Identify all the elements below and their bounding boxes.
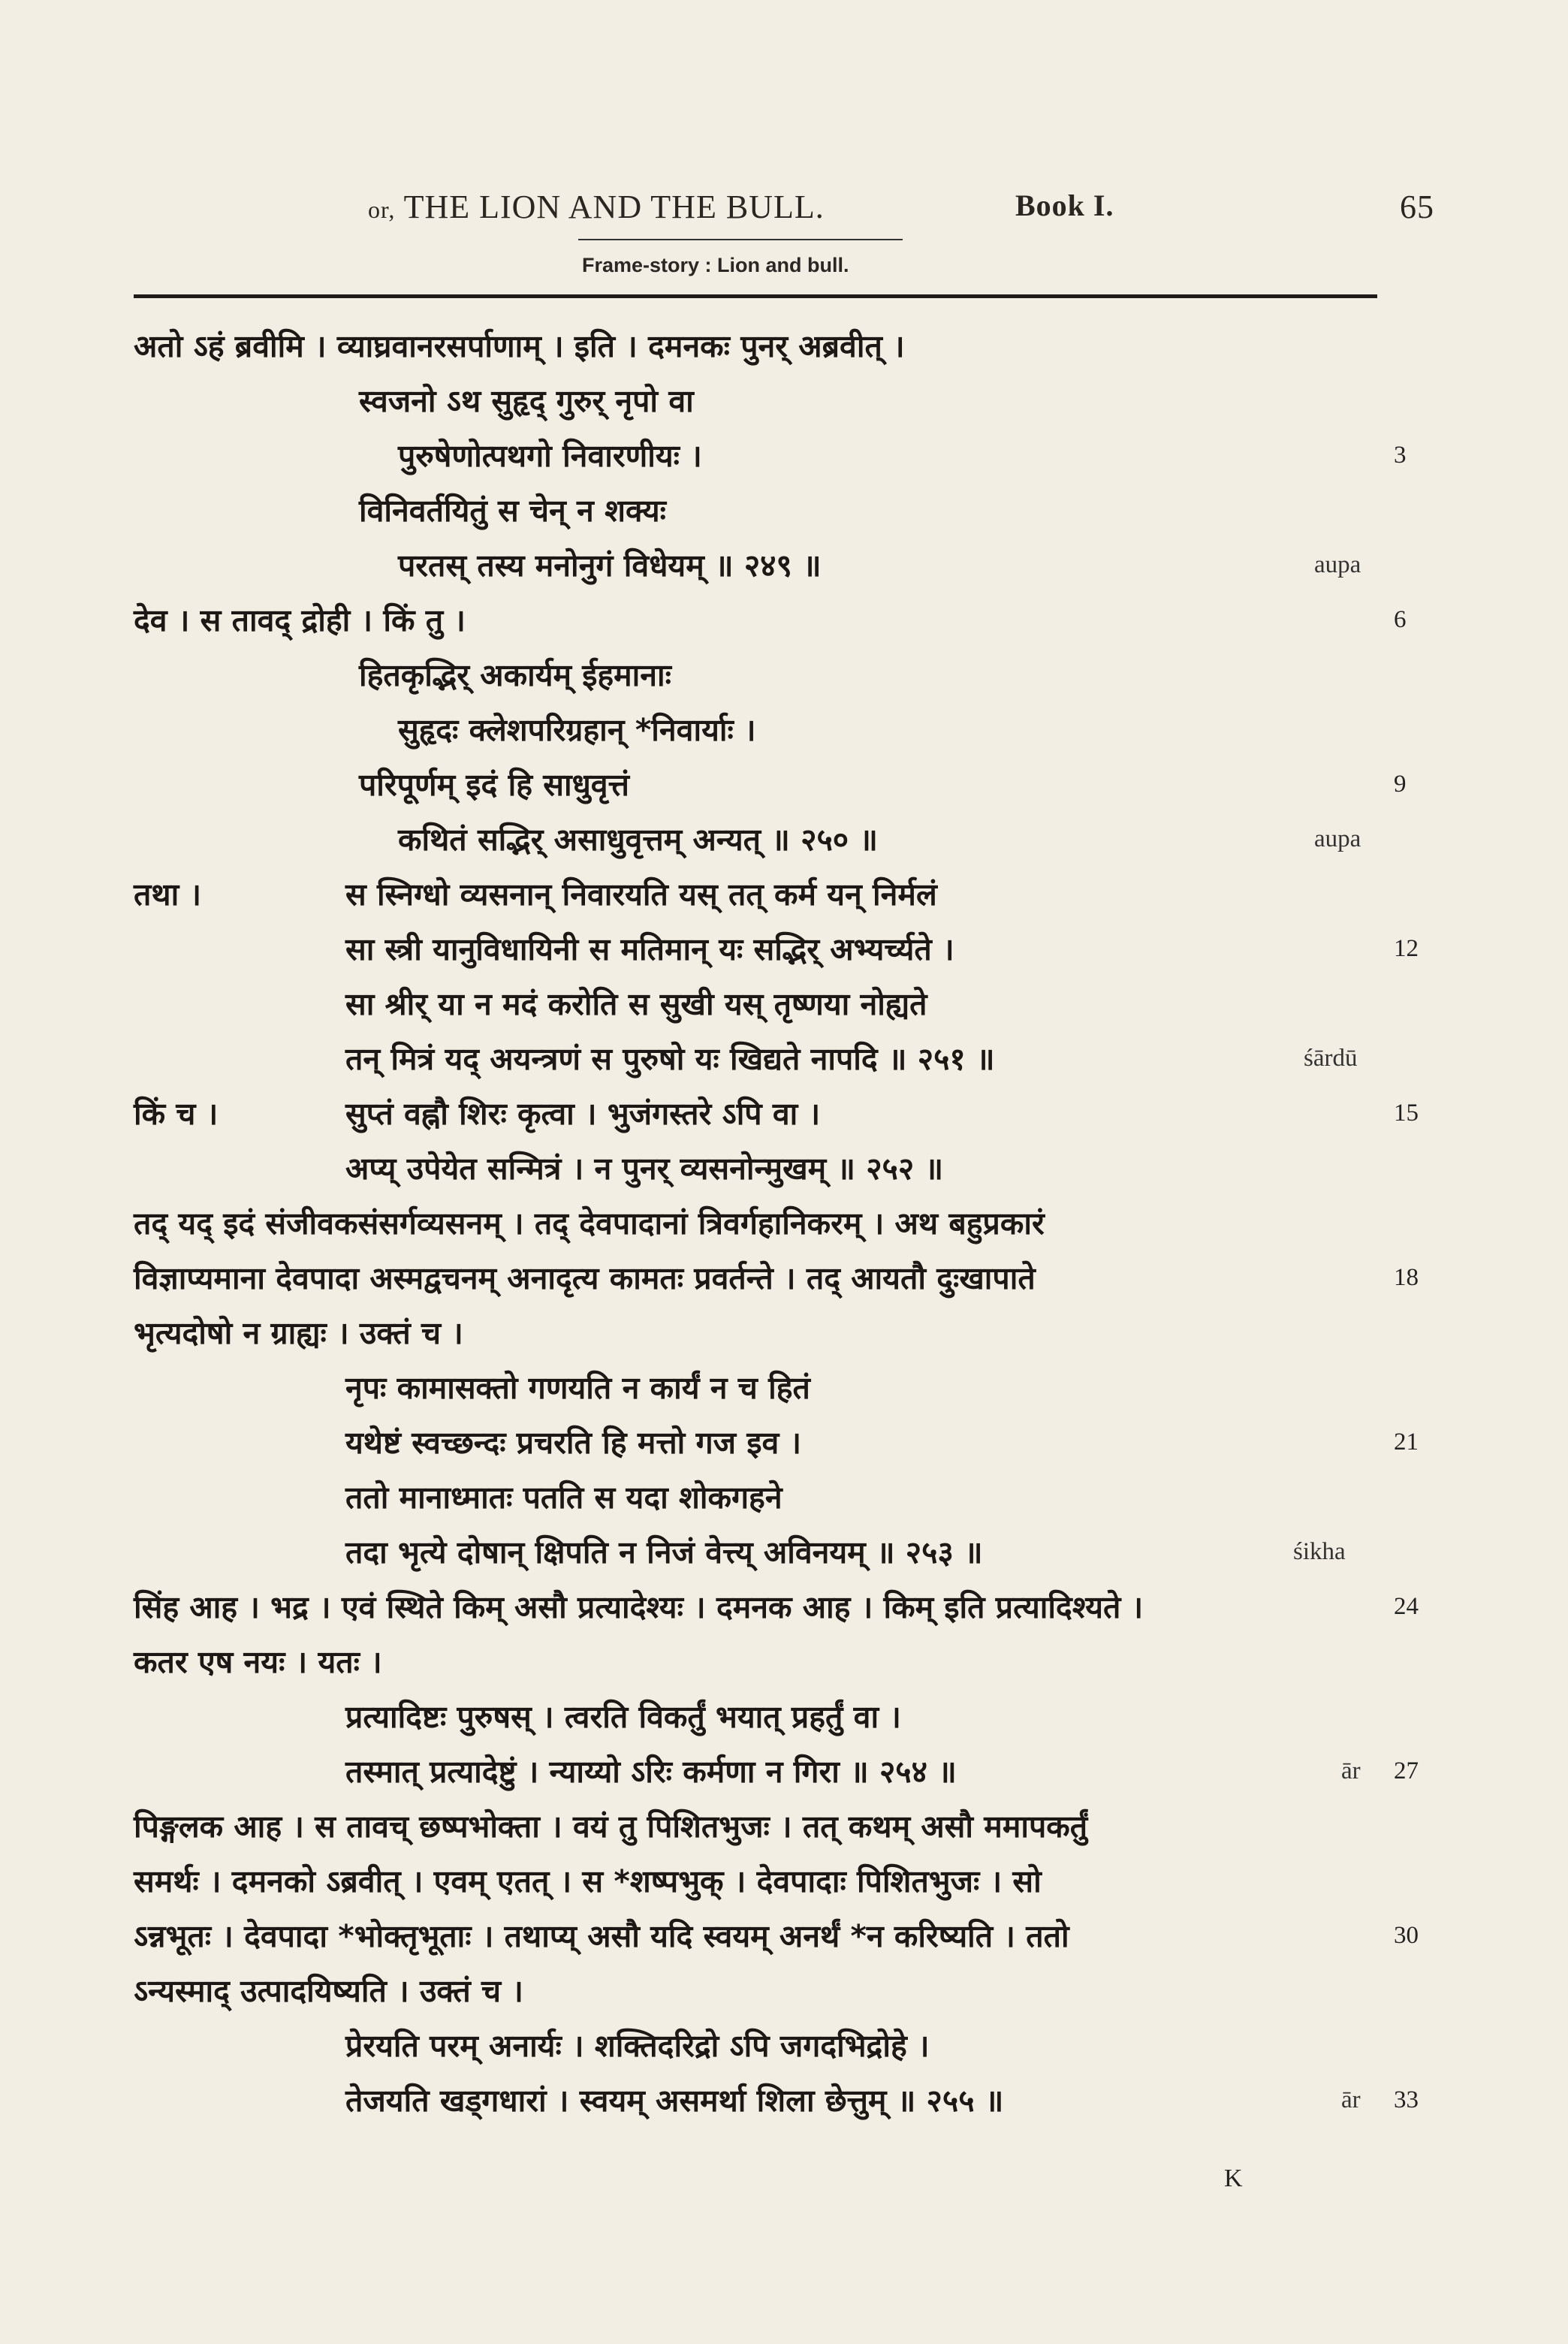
text-line: परतस् तस्य मनोनुगं विधेयम् ॥ २४९ ॥ <box>398 548 822 584</box>
line-number: 21 <box>1394 1428 1419 1456</box>
subheading-rule <box>578 239 903 240</box>
meter-label: śārdū <box>1304 1045 1358 1072</box>
line-number: 3 <box>1394 442 1407 469</box>
meter-label: ār <box>1341 2086 1361 2113</box>
text-line: ऽन्नभूतः । देवपादा *भोक्तृभूताः । तथाप्य् असौ यदि स्वयम् अनर्थं *न करिष्यति । ततो <box>134 1918 1069 1954</box>
meter-label: aupa <box>1314 551 1361 578</box>
text-line: हितकृद्भिर् अकार्यम् ईहमानाः <box>359 657 671 693</box>
header-rule <box>134 294 1377 298</box>
line-number: 24 <box>1394 1593 1419 1620</box>
meter-label: śikha <box>1293 1538 1346 1565</box>
page-number: 65 <box>1400 189 1434 225</box>
text-line: सुहृदः क्लेशपरिग्रहान् *निवार्याः । <box>398 712 756 748</box>
text-line: पुरुषेणोत्पथगो निवारणीयः । <box>398 438 702 474</box>
text-line: सा स्त्री यानुविधायिनी स मतिमान् यः सद्भिर् अभ्यर्च्यते । <box>345 931 954 967</box>
text-line: किं च । <box>134 1096 219 1132</box>
text-line: देव । स तावद् द्रोही । किं तु । <box>134 602 466 638</box>
text-line: विनिवर्तयितुं स चेन् न शक्यः <box>359 493 666 529</box>
text-line: यथेष्टं स्वच्छन्दः प्रचरति हि मत्तो गज इव । <box>345 1425 802 1461</box>
text-line: ततो मानाध्मातः पतति स यदा शोकगहने <box>345 1480 782 1516</box>
meter-label: ār <box>1341 1757 1361 1784</box>
text-line: सिंह आह । भद्र । एवं स्थिते किम् असौ प्रत्यादेश्यः । दमनक आह । किम् इति प्रत्यादिश्यते । <box>134 1589 1144 1625</box>
text-line: स स्निग्धो व्यसनान् निवारयति यस् तत् कर्म यन् निर्मलं <box>345 876 937 913</box>
line-number: 15 <box>1394 1100 1419 1127</box>
text-line: परिपूर्णम् इदं हि साधुवृत्तं <box>359 767 629 803</box>
text-line: भृत्यदोषो न ग्राह्यः । उक्तं च । <box>134 1315 463 1351</box>
line-number: 30 <box>1394 1922 1419 1949</box>
line-number: 12 <box>1394 935 1419 962</box>
text-line: अतो ऽहं ब्रवीमि । व्याघ्रवानरसर्पाणाम् । इति । दमनकः पुनर् अब्रवीत् । <box>134 328 905 364</box>
signature-mark: K <box>1224 2165 1243 2192</box>
book-label: Book I. <box>1015 189 1114 222</box>
text-line: ऽन्यस्माद् उत्पादयिष्यति । उक्तं च । <box>134 1973 523 2009</box>
text-line: तन् मित्रं यद् अयन्त्रणं स पुरुषो यः खिद्यते नापदि ॥ २५१ ॥ <box>345 1041 995 1077</box>
text-line: सुप्तं वह्नौ शिरः कृत्वा । भुजंगस्तरे ऽपि वा । <box>345 1096 821 1132</box>
running-title-or: or, <box>368 196 396 223</box>
text-line: कथितं सद्भिर् असाधुवृत्तम् अन्यत् ॥ २५० ॥ <box>398 822 878 858</box>
line-number: 9 <box>1394 771 1407 798</box>
line-number: 18 <box>1394 1264 1419 1291</box>
text-line: तदा भृत्ये दोषान् क्षिपति न निजं वेत्त्य् अविनयम् ॥ २५३ ॥ <box>345 1534 983 1570</box>
text-line: स्वजनो ऽथ सुहृद् गुरुर् नृपो वा <box>359 383 694 419</box>
text-line: तस्मात् प्रत्यादेष्टुं । न्याय्यो ऽरिः कर्मणा न गिरा ॥ २५४ ॥ <box>345 1754 957 1790</box>
text-line: पिङ्गलक आह । स तावच् छष्पभोक्ता । वयं तु पिशितभुजः । तत् कथम् असौ ममापकर्तुं <box>134 1809 1088 1845</box>
line-number: 33 <box>1394 2086 1419 2113</box>
text-line: नृपः कामासक्तो गणयति न कार्यं न च हितं <box>345 1370 810 1406</box>
line-number: 6 <box>1394 606 1407 633</box>
text-line: सा श्रीर् या न मदं करोति स सुखी यस् तृष्णया नोह्यते <box>345 986 927 1022</box>
running-title <box>368 188 825 226</box>
subheading: Frame-story : Lion and bull. <box>582 254 849 276</box>
meter-label: aupa <box>1314 825 1361 852</box>
text-line: समर्थः । दमनको ऽब्रवीत् । एवम् एतत् । स *शष्पभुक् । देवपादाः पिशितभुजः । सो <box>134 1863 1042 1899</box>
text-line: कतर एष नयः । यतः । <box>134 1644 382 1680</box>
text-line: अप्य् उपेयेत सन्मित्रं । न पुनर् व्यसनोन्मुखम् ॥ २५२ ॥ <box>345 1151 944 1187</box>
text-line: तेजयति खड्गधारां । स्वयम् असमर्था शिला छेत्तुम् ॥ २५५ ॥ <box>345 2083 1004 2119</box>
text-line: प्रेरयति परम् अनार्यः । शक्तिदरिद्रो ऽपि जगदभिद्रोहे । <box>345 2028 930 2064</box>
text-line: तथा । <box>134 876 202 913</box>
running-title-text: THE LION AND THE BULL. <box>403 189 825 225</box>
text-line: प्रत्यादिष्टः पुरुषस् । त्वरति विकर्तुं भयात् प्रहर्तुं वा । <box>345 1699 901 1735</box>
text-line: विज्ञाप्यमाना देवपादा अस्मद्वचनम् अनादृत्य कामतः प्रवर्तन्ते । तद् आयतौ दुःखापाते <box>134 1260 1036 1296</box>
text-line: तद् यद् इदं संजीवकसंसर्गव्यसनम् । तद् देवपादानां त्रिवर्गहानिकरम् । अथ बहुप्रकारं <box>134 1205 1045 1241</box>
line-number: 27 <box>1394 1757 1419 1784</box>
